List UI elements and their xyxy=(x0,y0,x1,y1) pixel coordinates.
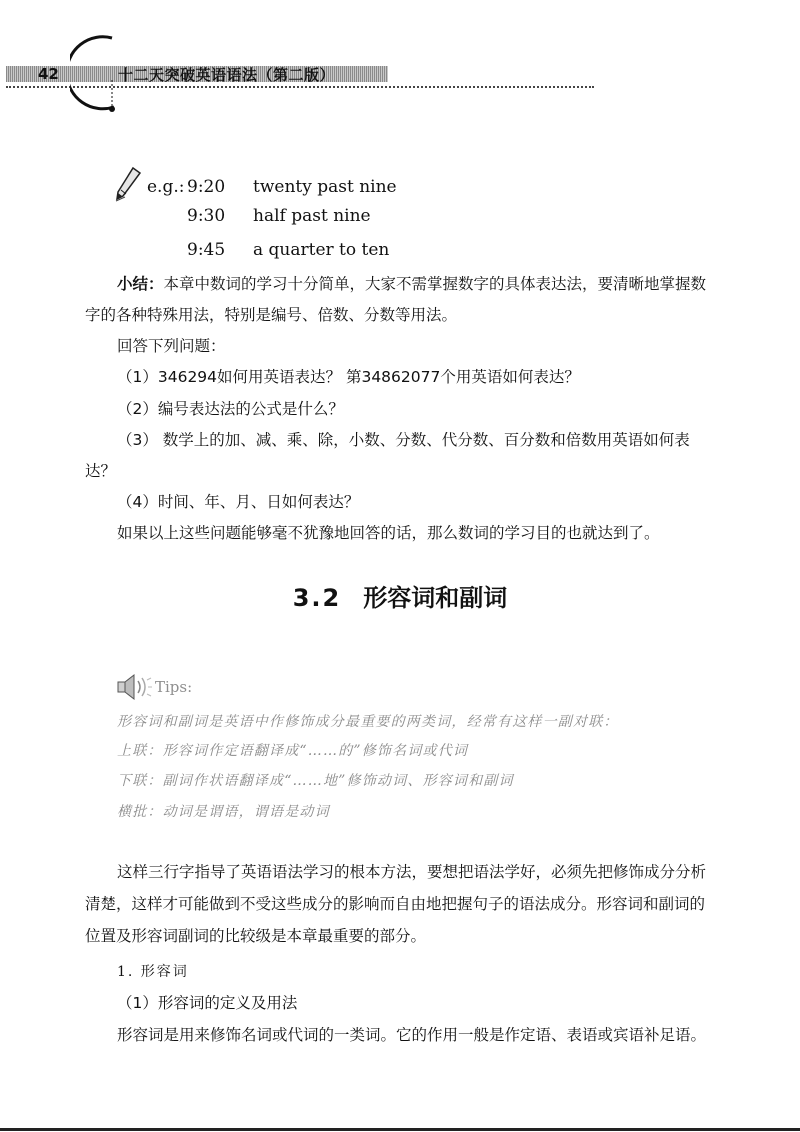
example-time: 9:30 xyxy=(187,206,226,226)
summary-line-1 xyxy=(117,274,706,294)
subsection-heading: 1. 形容词 xyxy=(117,964,189,980)
speaker-icon xyxy=(116,672,154,702)
body-paragraph-line: 位置及形容词副词的比较级是本章最重要的部分。 xyxy=(85,927,427,945)
example-phrase: twenty past nine xyxy=(253,177,397,197)
page-number: 42 xyxy=(38,65,59,83)
page-bottom-rule xyxy=(0,1128,800,1131)
example-phrase: half past nine xyxy=(253,206,371,226)
tips-label: Tips: xyxy=(155,678,193,696)
item-heading: （1）形容词的定义及用法 xyxy=(117,994,298,1012)
tip-line: 上联：形容词作定语翻译成“……的”修饰名词或代词 xyxy=(117,743,469,759)
question-3: （3） 数学上的加、减、乘、除，小数、分数、代分数、百分数和倍数用英语如何表 xyxy=(117,431,690,449)
tip-line: 下联：副词作状语翻译成“……地”修饰动词、形容词和副词 xyxy=(117,773,514,789)
questions-closing: 如果以上这些问题能够毫不犹豫地回答的话，那么数词的学习目的也就达到了。 xyxy=(117,524,660,542)
question-4: （4）时间、年、月、日如何表达？ xyxy=(117,493,360,511)
example-label: e.g.: xyxy=(147,177,185,197)
section-title: 形容词和副词 xyxy=(363,584,508,612)
example-time: 9:45 xyxy=(187,240,226,260)
tip-line: 形容词和副词是英语中作修饰成分最重要的两类词，经常有这样一副对联： xyxy=(117,714,619,730)
section-heading xyxy=(0,578,800,613)
definition-text: 形容词是用来修饰名词或代词的一类词。它的作用一般是作定语、表语或宾语补足语。 xyxy=(117,1026,707,1044)
section-number: 3.2 xyxy=(292,584,342,612)
body-paragraph-line: 这样三行字指导了英语语法学习的根本方法，要想把语法学好，必须先把修饰成分分析 xyxy=(117,863,707,881)
question-2: （2）编号表达法的公式是什么？ xyxy=(117,400,344,418)
tip-line: 横批：动词是谓语，谓语是动词 xyxy=(117,804,330,820)
question-3-continued: 达？ xyxy=(85,462,117,480)
summary-label: 小结： xyxy=(117,275,164,293)
example-time: 9:20 xyxy=(187,177,226,197)
summary-line-2: 字的各种特殊用法，特别是编号、倍数、分数等用法。 xyxy=(85,306,458,324)
body-paragraph-line: 清楚，这样才可能做到不受这些成分的影响而自由地把握句子的语法成分。形容词和副词的 xyxy=(85,895,706,913)
book-title: 十二天突破英语语法（第二版） xyxy=(118,66,336,84)
questions-intro: 回答下列问题： xyxy=(117,337,226,355)
summary-text: 本章中数词的学习十分简单，大家不需掌握数字的具体表达法，要清晰地掌握数 xyxy=(163,275,707,293)
pencil-icon xyxy=(113,166,143,202)
question-1: （1）346294如何用英语表达？ 第34862077个用英语如何表达？ xyxy=(117,368,580,386)
example-phrase: a quarter to ten xyxy=(253,240,390,260)
